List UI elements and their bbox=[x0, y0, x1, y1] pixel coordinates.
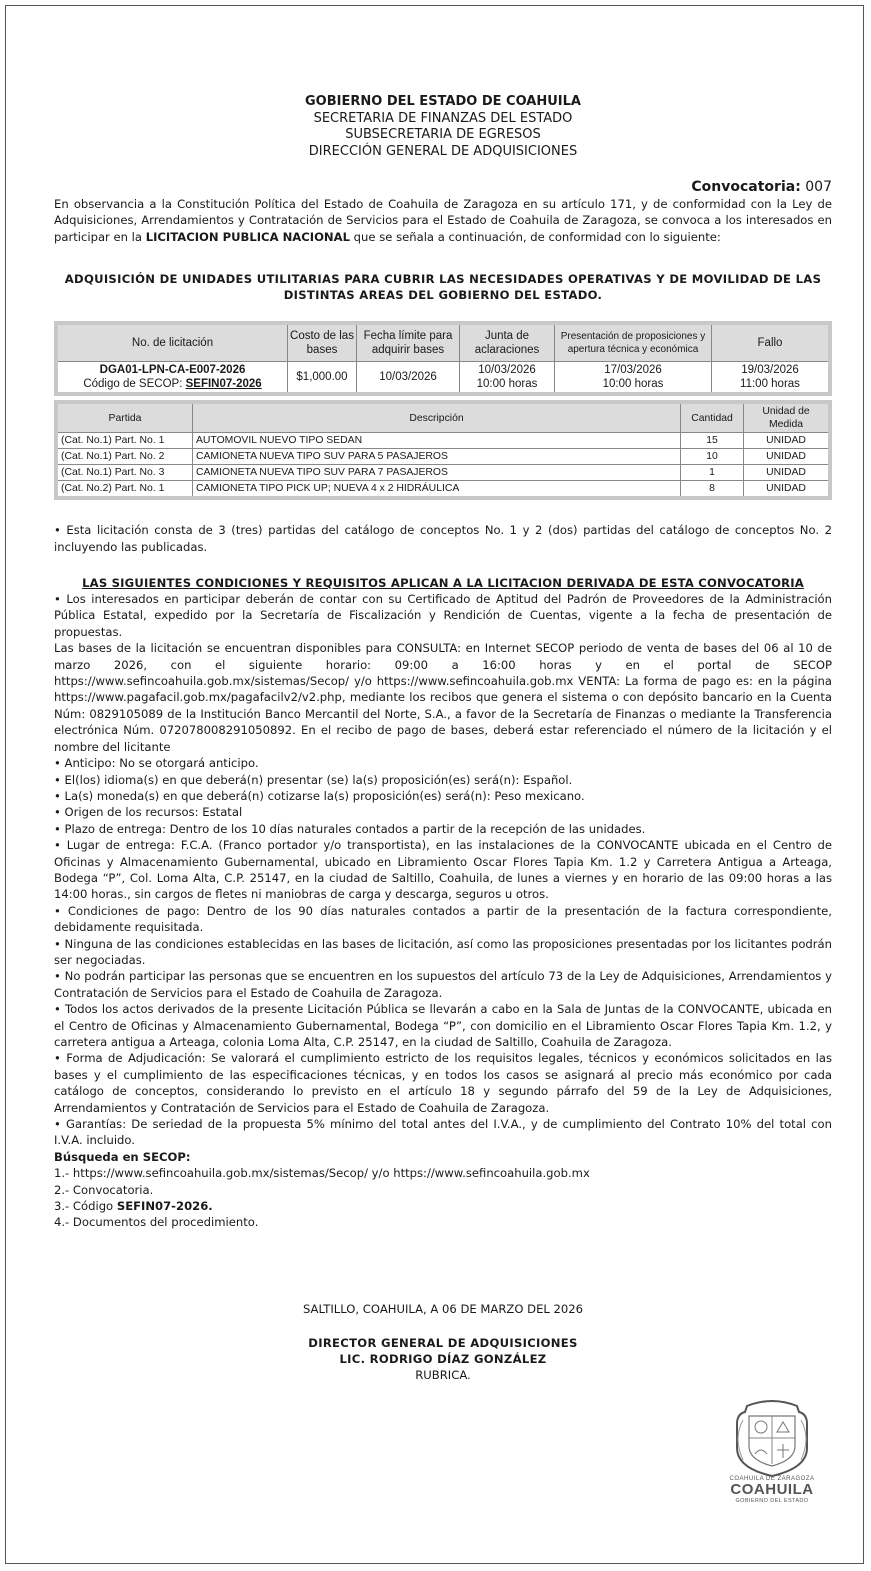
table-row bbox=[56, 449, 830, 465]
document-header bbox=[54, 94, 832, 160]
intro-text-2: que se señala a continuación, de conformidad con lo siguiente: bbox=[350, 229, 721, 244]
col-costo: Costo de las bases bbox=[288, 323, 357, 362]
condition-paragraph: • Plazo de entrega: Dentro de los 10 días naturales contados a partir de la recepción de las unidades. bbox=[54, 821, 646, 836]
junta-hora: 10:00 horas bbox=[476, 378, 538, 391]
col-junta: Junta de aclaraciones bbox=[460, 323, 555, 362]
condition-paragraph: Las bases de la licitación se encuentran disponibles para CONSULTA: en Internet SECOP periodo de venta de bases del 06 al 10 de marzo 2026, con el siguiente horario: 09:00 a 16:00 horas y en el portal de SECOP https://www.sefincoahuila.gob.mx/sistemas/Secop/ y/o https://www.sefincoahuila.gob.mx VENTA: La forma de pago es: en la página https://www.pagafacil.gob.mx/pagafacilv2/v2.php, mediante los recibos que genera el sistema o con depósito bancario en la Cuenta Núm: 0829105089 de la Institución Banco Mercantil del Norte, S.A., a favor de la Secretaría de Finanzas o mediante la Transferencia electrónica Núm. 072078008291050892. En el recibo de pago de bases, deberá estar referenciado el número de la licitación y el nombre del licitante bbox=[54, 641, 832, 754]
table-row bbox=[56, 433, 830, 449]
cell-descripcion: CAMIONETA TIPO PICK UP; NUEVA 4 x 2 HIDRÁULICA bbox=[193, 481, 681, 499]
cell-unidad: UNIDAD bbox=[744, 481, 831, 499]
logo-name: COAHUILA bbox=[730, 1481, 814, 1498]
busqueda-step-4: 4.- Documentos del procedimiento. bbox=[54, 1215, 259, 1230]
condition-paragraph: • La(s) moneda(s) en que deberá(n) cotizarse la(s) proposición(es) será(n): Peso mexicano. bbox=[54, 788, 585, 803]
header-secretaria: SECRETARIA DE FINANZAS DEL ESTADO bbox=[313, 110, 573, 126]
cell-unidad: UNIDAD bbox=[744, 433, 831, 449]
condition-paragraph: • No podrán participar las personas que se encuentren en los supuestos del artículo 73 de la Ley de Adquisiciones, Arrendamientos y Contratación de Servicios para el Estado de Coahuila de Zaragoza. bbox=[54, 969, 832, 1000]
busqueda-step-1: 1.- https://www.sefincoahuila.gob.mx/sistemas/Secop/ y/o https://www.sefincoahuila.gob.mx bbox=[54, 1166, 590, 1181]
cell-partida: (Cat. No.1) Part. No. 2 bbox=[56, 449, 193, 465]
signature-rubrica: RUBRICA. bbox=[415, 1367, 471, 1382]
cell-partida: (Cat. No.1) Part. No. 1 bbox=[56, 433, 193, 449]
convocatoria-number bbox=[54, 178, 832, 196]
cell-fallo bbox=[712, 362, 831, 395]
condition-paragraph: • Los interesados en participar deberán de contar con su Certificado de Aptitud del Padrón de Proveedores de la Administración Pública Estatal, expedido por la Secretaría de Fiscalización y Rendición de Cuentas, vigente a la fecha de presentación de propuestas. bbox=[54, 592, 832, 639]
cell-junta bbox=[460, 362, 555, 395]
presentacion-fecha: 17/03/2026 bbox=[604, 364, 662, 377]
document-body bbox=[54, 94, 832, 1383]
cell-fecha-limite: 10/03/2026 bbox=[357, 362, 460, 395]
signature-place-date: SALTILLO, COAHUILA, A 06 DE MARZO DEL 2026 bbox=[302, 1301, 584, 1316]
signature-block bbox=[54, 1301, 832, 1383]
cell-cantidad: 10 bbox=[681, 449, 744, 465]
cell-descripcion: CAMIONETA NUEVA TIPO SUV PARA 7 PASAJEROS bbox=[193, 465, 681, 481]
col-cantidad: Cantidad bbox=[681, 402, 744, 433]
header-government: GOBIERNO DEL ESTADO DE COAHUILA bbox=[305, 94, 581, 109]
intro-bold: LICITACION PUBLICA NACIONAL bbox=[145, 229, 350, 244]
cell-descripcion: AUTOMOVIL NUEVO TIPO SEDAN bbox=[193, 433, 681, 449]
conditions-list bbox=[54, 591, 832, 1149]
col-fallo: Fallo bbox=[712, 323, 831, 362]
cell-cantidad: 15 bbox=[681, 433, 744, 449]
cell-partida: (Cat. No.1) Part. No. 3 bbox=[56, 465, 193, 481]
junta-fecha: 10/03/2026 bbox=[478, 364, 536, 377]
items-note: • Esta licitación consta de 3 (tres) partidas del catálogo de conceptos No. 1 y 2 (dos) partidas del catálogo de conceptos No. 2 incluyendo las publicadas. bbox=[54, 523, 832, 554]
logo-subtitle: GOBIERNO DEL ESTADO bbox=[735, 1498, 809, 1504]
header-subsecretaria: SUBSECRETARIA DE EGRESOS bbox=[345, 127, 541, 142]
cell-unidad: UNIDAD bbox=[744, 465, 831, 481]
header-direccion: DIRECCIÓN GENERAL DE ADQUISICIONES bbox=[308, 143, 578, 159]
busqueda-step-3 bbox=[54, 1198, 832, 1214]
tender-title: ADQUISICIÓN DE UNIDADES UTILITARIAS PARA CUBRIR LAS NECESIDADES OPERATIVAS Y DE MOVILIDAD DE LAS DISTINTAS AREAS DEL GOBIERNO DEL ESTADO. bbox=[64, 272, 822, 303]
cell-costo: $1,000.00 bbox=[288, 362, 357, 395]
intro-text-1: En observancia a la Constitución Política del Estado de Coahuila de Zaragoza en su artículo 171, y de conformidad con la Ley de Adquisiciones, Arrendamientos y Contratación de Servicios para el Estado de Coahuila de Zaragoza, se convoca a los interesados en participar en la bbox=[54, 197, 832, 244]
busqueda-step-2: 2.- Convocatoria. bbox=[54, 1182, 154, 1197]
table-header-row bbox=[56, 323, 830, 362]
condition-paragraph: • Forma de Adjudicación: Se valorará el cumplimiento estricto de los requisitos legales, técnicos y económicos solicitados en las bases y el cumplimiento de las especificaciones técnicas, y en todos los casos se asignará al precio más económico por cada catálogo de conceptos, considerando lo previsto en el artículo 18 y segundo párrafo del 59 de la Ley de Adquisiciones, Arrendamientos y Contratación de Servicios para el Estado de Coahuila de Zaragoza. bbox=[54, 1051, 832, 1115]
conditions-title: LAS SIGUIENTES CONDICIONES Y REQUISITOS APLICAN A LA LICITACION DERIVADA DE ESTA CONVOCATORIA bbox=[82, 576, 804, 591]
table-row bbox=[56, 362, 830, 395]
table-row bbox=[56, 465, 830, 481]
condition-paragraph: • Todos los actos derivados de la presente Licitación Pública se llevarán a cabo en la Sala de Juntas de la CONVOCANTE, ubicada en el Centro de Oficinas y Almacenamiento Gubernamental, Bodega “P”, con domicilio en el Libramiento Oscar Flores Tapia Km. 1.2, y carretera antigua a Arteaga, colonia Loma Alta, C.P. 25147, en la ciudad de Saltillo, Coahuila de Zaragoza. bbox=[54, 1002, 832, 1049]
cell-licitacion bbox=[56, 362, 288, 395]
col-fecha-limite: Fecha límite para adquirir bases bbox=[357, 323, 460, 362]
coat-of-arms-icon bbox=[727, 1398, 817, 1478]
secop-code: SEFIN07-2026 bbox=[185, 378, 262, 391]
convocatoria-label: Convocatoria: bbox=[691, 179, 801, 195]
busqueda-step-3-code: SEFIN07-2026. bbox=[116, 1199, 213, 1214]
condition-paragraph: • Garantías: De seriedad de la propuesta 5% mínimo del total antes del I.V.A., y de cumplimiento del Contrato 10% del total con I.V.A. incluido. bbox=[54, 1117, 832, 1148]
table-row bbox=[56, 481, 830, 499]
condition-paragraph: • Ninguna de las condiciones establecidas en las bases de licitación, así como las proposiciones presentadas por los licitantes podrán ser negociadas. bbox=[54, 936, 832, 967]
coahuila-logo bbox=[722, 1398, 822, 1504]
condition-paragraph: • Anticipo: No se otorgará anticipo. bbox=[54, 756, 259, 771]
busqueda-title: Búsqueda en SECOP: bbox=[54, 1149, 191, 1164]
col-presentacion: Presentación de proposiciones y apertura técnica y económica bbox=[555, 323, 712, 362]
condition-paragraph: • Condiciones de pago: Dentro de los 90 días naturales contados a partir de la presentación de la factura correspondiente, debidamente requisitada. bbox=[54, 903, 832, 935]
items-header-row bbox=[56, 402, 830, 433]
col-licitacion: No. de licitación bbox=[56, 323, 288, 362]
cell-unidad: UNIDAD bbox=[744, 449, 831, 465]
condition-paragraph: • El(los) idioma(s) en que deberá(n) presentar (se) la(s) proposición(es) será(n): Español. bbox=[54, 772, 573, 787]
items-table bbox=[54, 400, 832, 500]
cell-cantidad: 8 bbox=[681, 481, 744, 499]
secop-search-steps bbox=[54, 1149, 832, 1231]
cell-presentacion bbox=[555, 362, 712, 395]
condition-paragraph: • Origen de los recursos: Estatal bbox=[54, 805, 243, 820]
logo-ring-text: COAHUILA DE ZARAGOZA bbox=[729, 1476, 815, 1482]
fallo-fecha: 19/03/2026 bbox=[741, 364, 799, 377]
licitacion-number: DGA01-LPN-CA-E007-2026 bbox=[99, 364, 246, 377]
convocatoria-value: 007 bbox=[805, 179, 832, 195]
tender-schedule-table bbox=[54, 321, 832, 396]
busqueda-step-3-prefix: 3.- Código bbox=[54, 1199, 117, 1214]
intro-paragraph bbox=[54, 196, 832, 245]
fallo-hora: 11:00 horas bbox=[740, 378, 800, 391]
cell-partida: (Cat. No.2) Part. No. 1 bbox=[56, 481, 193, 499]
signature-name: LIC. RODRIGO DÍAZ GONZÁLEZ bbox=[339, 1351, 547, 1366]
col-partida: Partida bbox=[56, 402, 193, 433]
condition-paragraph: • Lugar de entrega: F.C.A. (Franco portador y/o transportista), en las instalaciones de la CONVOCANTE ubicada en el Centro de Oficinas y Almacenamiento Gubernamental, ubicado en Libramiento Oscar Flores Tapia Km. 1.2 y Carretera Antigua a Arteaga, Bodega “P”, Col. Loma Alta, C.P. 25147, en la ciudad de Saltillo, Coahuila, de lunes a viernes y en horario de las 09:00 horas a las 14:00 horas., sin cargos de fletes ni maniobras de carga y descarga, seguros u otros. bbox=[54, 838, 832, 902]
col-unidad: Unidad de Medida bbox=[744, 402, 831, 433]
cell-descripcion: CAMIONETA NUEVA TIPO SUV PARA 5 PASAJEROS bbox=[193, 449, 681, 465]
secop-label: Código de SECOP: bbox=[83, 378, 183, 391]
presentacion-hora: 10:00 horas bbox=[602, 378, 664, 391]
col-descripcion: Descripción bbox=[193, 402, 681, 433]
cell-cantidad: 1 bbox=[681, 465, 744, 481]
secop-code-line bbox=[60, 377, 285, 391]
signature-position: DIRECTOR GENERAL DE ADQUISICIONES bbox=[308, 1335, 578, 1350]
